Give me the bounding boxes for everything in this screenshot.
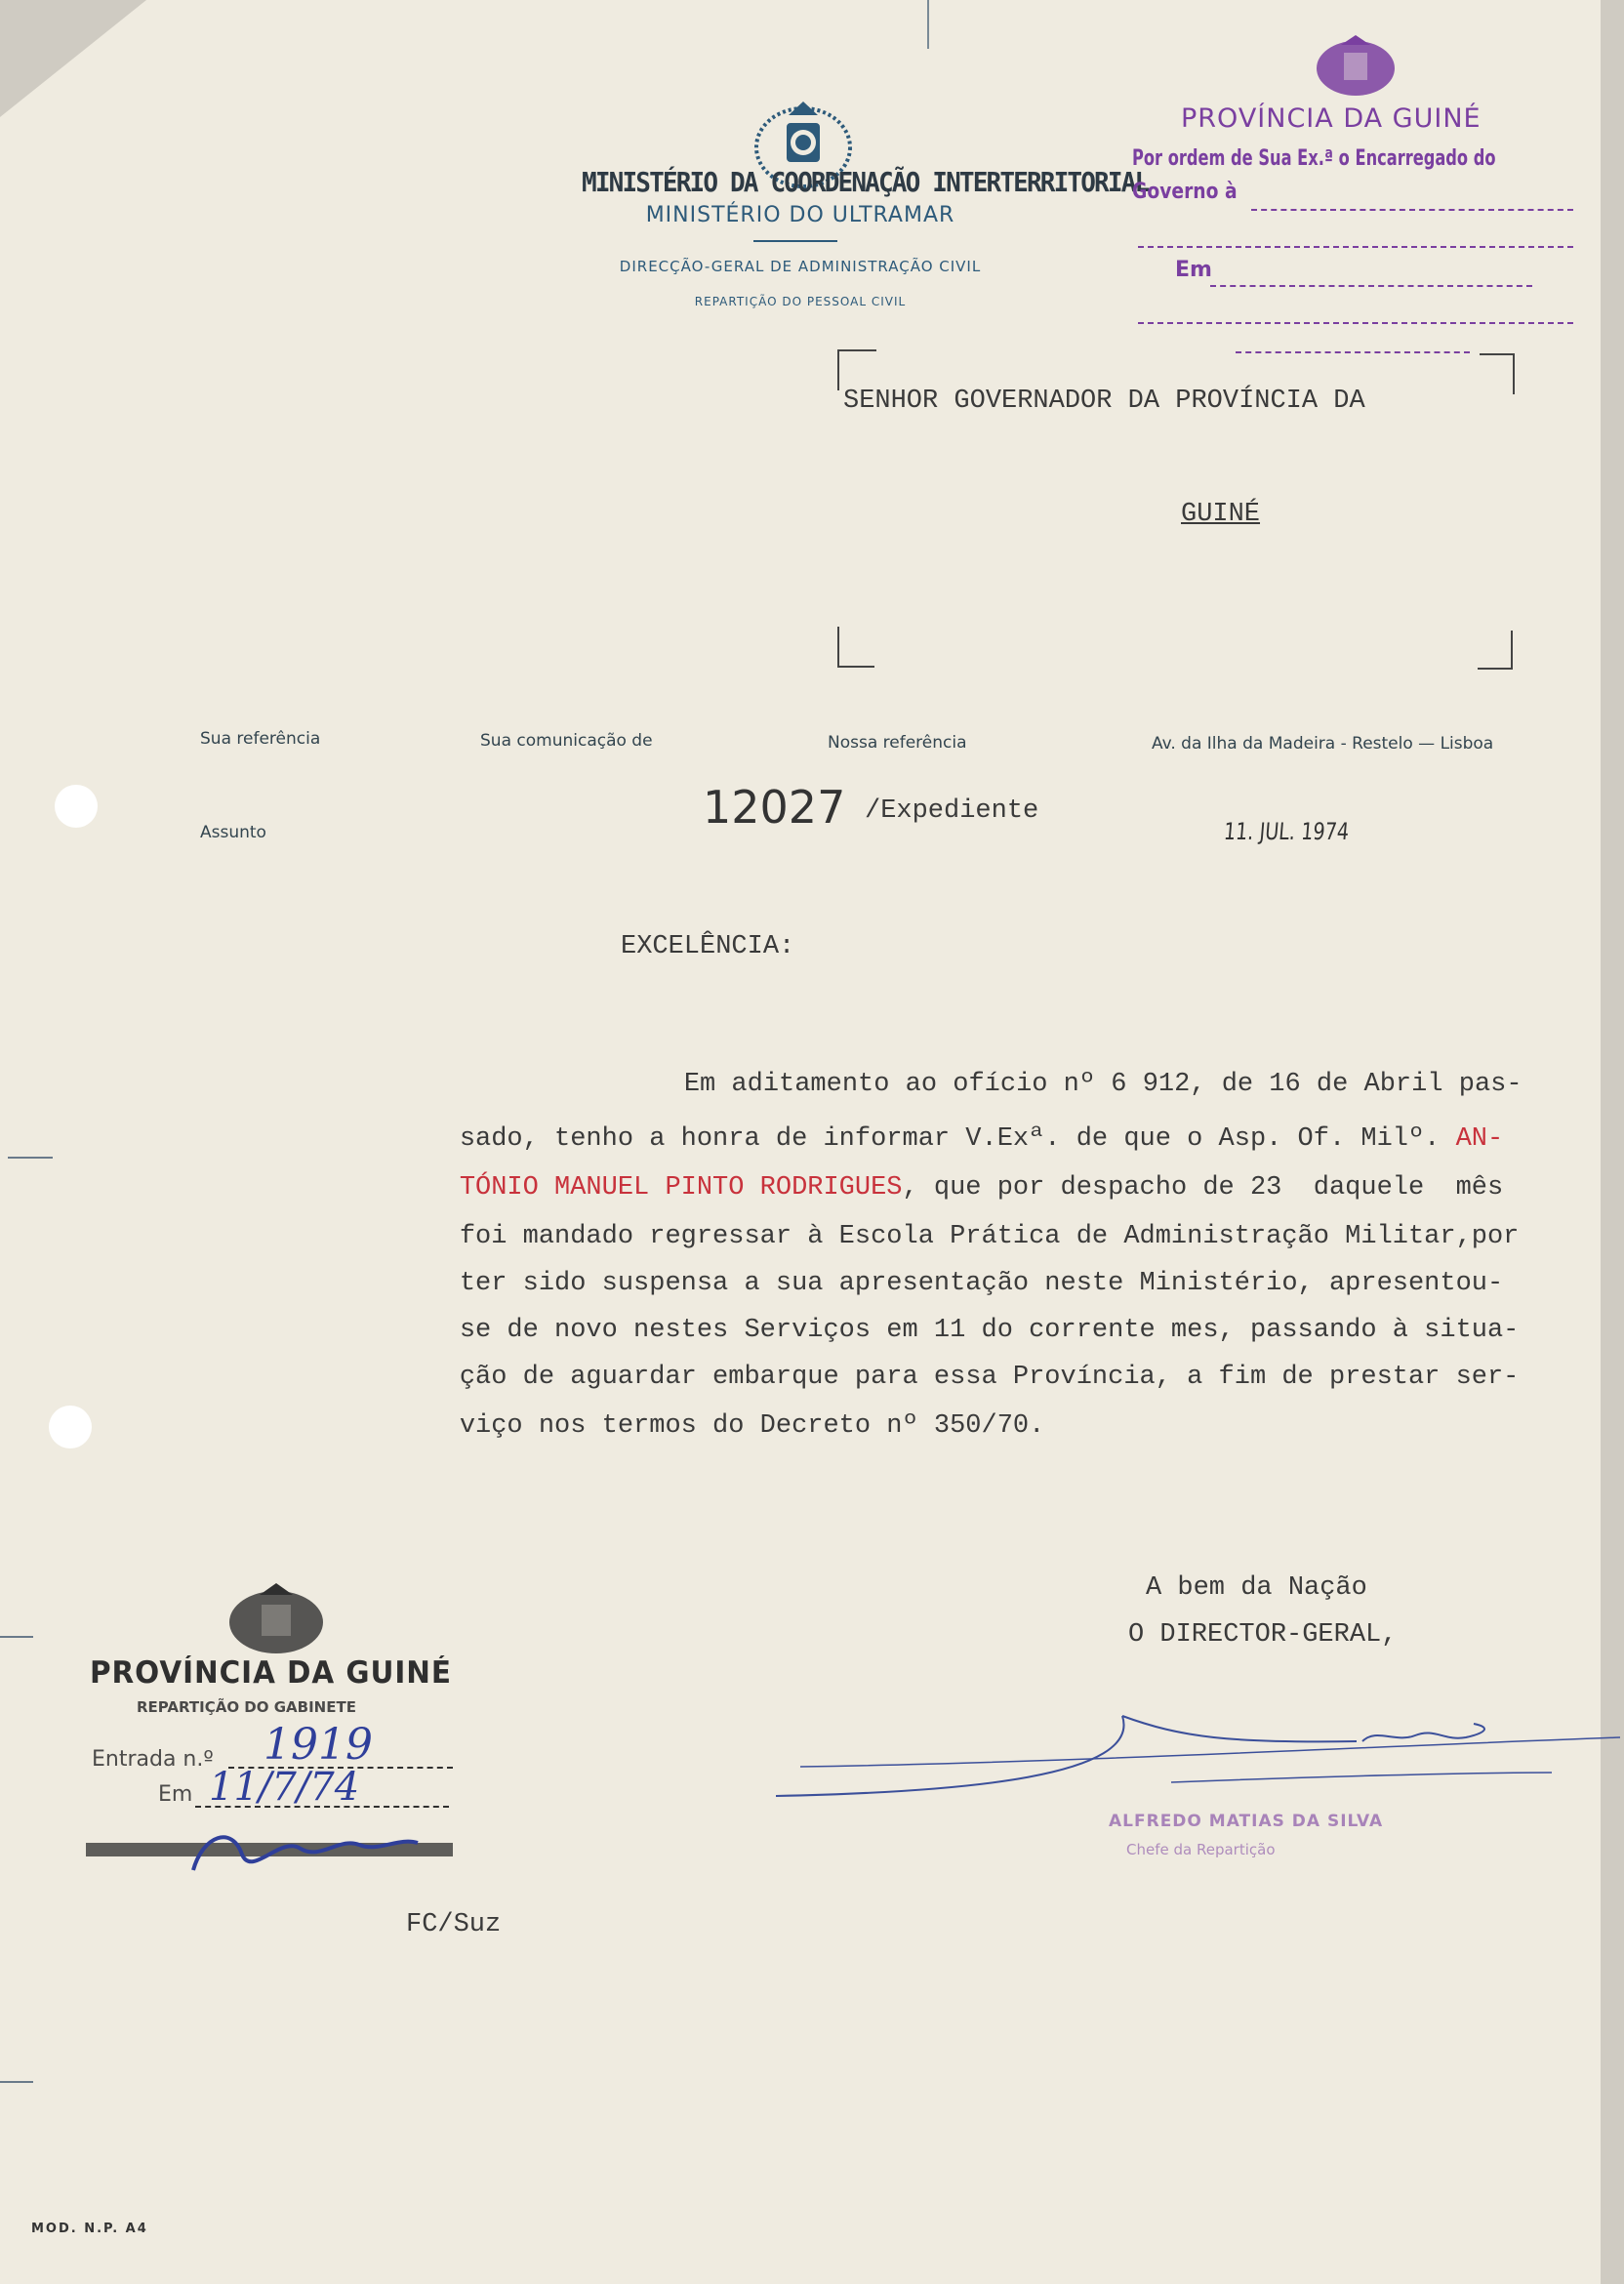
receipt-entry-number: 1919 (264, 1720, 373, 1770)
receipt-stamp-subtitle: REPARTIÇÃO DO GABINETE (137, 1698, 356, 1716)
reference-number: 12027 (703, 781, 846, 834)
routing-stamp-line (1138, 246, 1573, 248)
punch-hole-top (55, 785, 98, 828)
routing-stamp-line (1138, 322, 1573, 324)
ministry-name: MINISTÉRIO DO ULTRAMAR (645, 203, 955, 227)
address-corner-bl (837, 627, 874, 668)
receipt-date-value: 11/7/74 (209, 1765, 360, 1810)
routing-stamp-em-field (1210, 285, 1532, 287)
reference-suffix: /Expediente (865, 796, 1039, 826)
body-line-2: sado, tenho a honra de informar V.Exª. de que o Asp. Of. Milº. AN- (459, 1124, 1504, 1154)
typist-initials: FC/Suz (406, 1910, 502, 1939)
directorate-name: DIRECÇÃO-GERAL DE ADMINISTRAÇÃO CIVIL (619, 258, 982, 275)
punch-hole-bottom (49, 1406, 92, 1448)
margin-mark (8, 1157, 53, 1159)
person-name-part-2: TÓNIO MANUEL PINTO RODRIGUES (459, 1173, 903, 1203)
closing-line-2: O DIRECTOR-GERAL, (1128, 1620, 1398, 1650)
margin-mark (0, 2081, 33, 2083)
our-reference-label: Nossa referência (828, 733, 967, 753)
subject-label: Assunto (200, 823, 266, 842)
body-line-3: TÓNIO MANUEL PINTO RODRIGUES, que por despacho de 23 daquele mês (459, 1173, 1504, 1203)
receipt-date-line (195, 1806, 449, 1808)
receipt-entry-label: Entrada n.º (92, 1747, 214, 1772)
body-line-1: Em aditamento ao ofício nº 6 912, de 16 de Abril pas- (683, 1070, 1522, 1099)
address-corner-br (1478, 631, 1513, 670)
salutation: EXCELÊNCIA: (621, 932, 795, 961)
routing-stamp-governo-field (1251, 209, 1573, 211)
province-emblem-icon (1312, 33, 1400, 102)
signatory-name-stamp: ALFREDO MATIAS DA SILVA (1109, 1812, 1384, 1831)
handwritten-signature (771, 1698, 1624, 1806)
folded-corner (0, 0, 146, 117)
form-code: MOD. N.P. A4 (31, 2222, 148, 2236)
top-fold-line (927, 0, 929, 49)
addressee-line-1: SENHOR GOVERNADOR DA PROVÍNCIA DA (843, 387, 1365, 416)
routing-stamp-line (1236, 351, 1470, 353)
sender-address: Av. da Ilha da Madeira - Restelo — Lisboa (1152, 734, 1494, 754)
document-date: 11. JUL. 1974 (1222, 818, 1351, 845)
your-reference-label: Sua referência (200, 729, 321, 749)
old-ministry-stamp: MINISTÉRIO DA COORDENAÇÃO INTERTERRITORIAL (582, 166, 1149, 198)
receipt-initials-scribble (86, 1815, 457, 1884)
routing-stamp-governo-label: Governo à (1132, 180, 1238, 204)
margin-mark (0, 1636, 33, 1638)
routing-stamp-title: PROVÍNCIA DA GUINÉ (1181, 103, 1482, 134)
address-corner-tl (837, 349, 876, 390)
department-name: REPARTIÇÃO DO PESSOAL CIVIL (694, 295, 907, 308)
receipt-stamp-title: PROVÍNCIA DA GUINÉ (90, 1655, 452, 1691)
person-name-part-1: AN- (1455, 1124, 1504, 1154)
address-corner-tr (1480, 353, 1515, 394)
routing-stamp-em-label: Em (1175, 258, 1212, 282)
body-line-6: se de novo nestes Serviços em 11 do corrente mes, passando à situa- (459, 1316, 1520, 1345)
body-line-7: ção de aguardar embarque para essa Província, a fim de prestar ser- (459, 1363, 1520, 1392)
routing-stamp-line1: Por ordem de Sua Ex.ª o Encarregado do (1132, 146, 1496, 171)
receipt-date-label: Em (158, 1782, 193, 1807)
body-line-4: foi mandado regressar à Escola Prática de Administração Militar,por (459, 1222, 1520, 1251)
receipt-emblem-icon (223, 1579, 330, 1657)
header-divider (753, 240, 837, 242)
your-communication-label: Sua comunicação de (480, 731, 653, 751)
signatory-title-stamp: Chefe da Repartição (1126, 1841, 1276, 1858)
body-line-8: viço nos termos do Decreto nº 350/70. (459, 1411, 1045, 1441)
closing-line-1: A bem da Nação (1146, 1573, 1367, 1603)
body-line-5: ter sido suspensa a sua apresentação neste Ministério, apresentou- (459, 1269, 1504, 1298)
addressee-line-2: GUINÉ (1181, 500, 1261, 529)
